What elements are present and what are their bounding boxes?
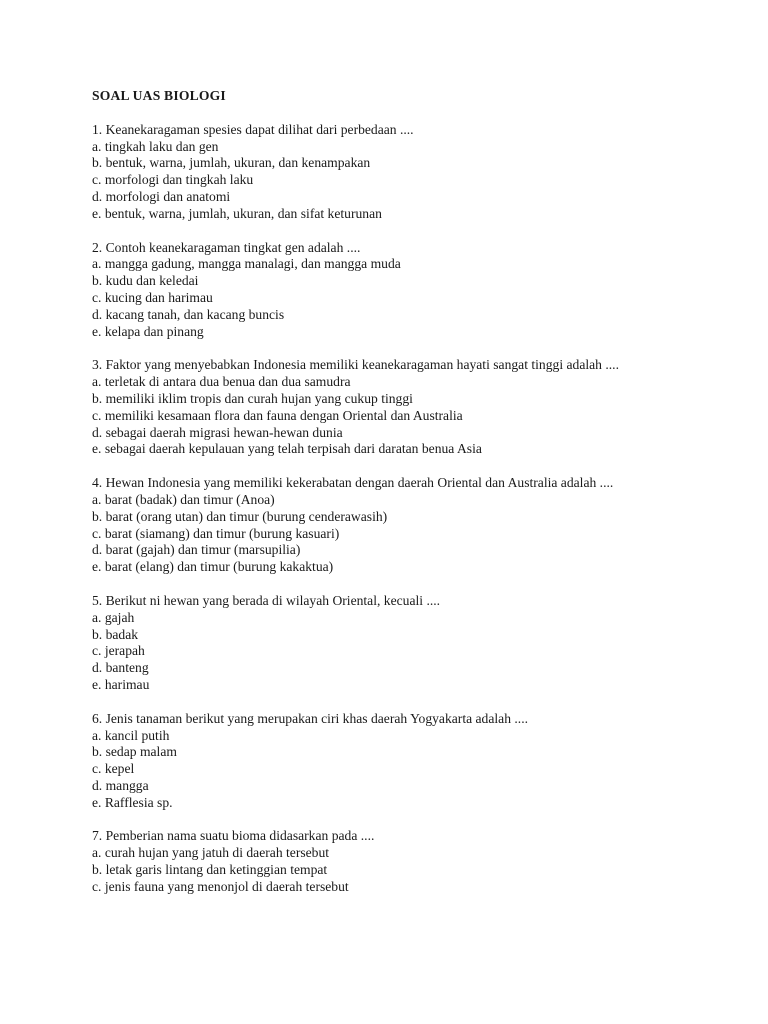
answer-option: b. bentuk, warna, jumlah, ukuran, dan kenampakan xyxy=(92,155,371,171)
answer-option: d. barat (gajah) dan timur (marsupilia) xyxy=(92,542,301,558)
answer-option: d. mangga xyxy=(92,777,149,793)
answer-option: d. sebagai daerah migrasi hewan-hewan dunia xyxy=(92,424,343,440)
question-4 xyxy=(92,475,692,576)
question-1 xyxy=(92,122,692,223)
question-text: 2. Contoh keanekaragaman tingkat gen adalah .... xyxy=(92,239,361,255)
answer-option: d. morfologi dan anatomi xyxy=(92,188,231,204)
answer-option: a. curah hujan yang jatuh di daerah tersebut xyxy=(92,845,330,861)
question-2 xyxy=(92,240,692,341)
question-3 xyxy=(92,357,692,458)
answer-option: d. banteng xyxy=(92,660,149,676)
question-text: 6. Jenis tanaman berikut yang merupakan ciri khas daerah Yogyakarta adalah .... xyxy=(92,710,528,726)
answer-option: e. barat (elang) dan timur (burung kakaktua) xyxy=(92,559,334,575)
document-title: SOAL UAS BIOLOGI xyxy=(92,88,226,103)
answer-option: a. terletak di antara dua benua dan dua samudra xyxy=(92,374,351,390)
question-text: 4. Hewan Indonesia yang memiliki kekerabatan dengan daerah Oriental dan Australia adalah .... xyxy=(92,475,614,491)
answer-option: e. harimau xyxy=(92,676,150,692)
answer-option: a. tingkah laku dan gen xyxy=(92,138,219,154)
question-text: 5. Berikut ni hewan yang berada di wilayah Oriental, kecuali .... xyxy=(92,592,441,608)
answer-option: c. jerapah xyxy=(92,643,145,659)
answer-option: b. kudu dan keledai xyxy=(92,273,199,289)
question-5 xyxy=(92,593,692,694)
answer-option: e. kelapa dan pinang xyxy=(92,323,204,339)
answer-option: c. barat (siamang) dan timur (burung kasuari) xyxy=(92,525,340,541)
answer-option: a. mangga gadung, mangga manalagi, dan mangga muda xyxy=(92,256,401,272)
answer-option: d. kacang tanah, dan kacang buncis xyxy=(92,306,285,322)
answer-option: a. barat (badak) dan timur (Anoa) xyxy=(92,491,275,507)
answer-option: e. Rafflesia sp. xyxy=(92,794,173,810)
answer-option: e. sebagai daerah kepulauan yang telah terpisah dari daratan benua Asia xyxy=(92,441,482,457)
answer-option: c. kucing dan harimau xyxy=(92,289,213,305)
answer-option: c. jenis fauna yang menonjol di daerah tersebut xyxy=(92,878,349,894)
answer-option: b. badak xyxy=(92,626,139,642)
answer-option: a. kancil putih xyxy=(92,727,170,743)
answer-option: c. kepel xyxy=(92,761,135,777)
answer-option: b. memiliki iklim tropis dan curah hujan yang cukup tinggi xyxy=(92,390,413,406)
answer-option: c. morfologi dan tingkah laku xyxy=(92,172,254,188)
question-text: 7. Pemberian nama suatu bioma didasarkan pada .... xyxy=(92,828,375,844)
question-text: 1. Keanekaragaman spesies dapat dilihat dari perbedaan .... xyxy=(92,121,414,137)
answer-option: b. letak garis lintang dan ketinggian tempat xyxy=(92,862,328,878)
answer-option: b. barat (orang utan) dan timur (burung cenderawasih) xyxy=(92,508,388,524)
answer-option: e. bentuk, warna, jumlah, ukuran, dan sifat keturunan xyxy=(92,205,382,221)
document-content xyxy=(92,88,692,913)
answer-option: b. sedap malam xyxy=(92,744,177,760)
question-7 xyxy=(92,828,692,895)
answer-option: a. gajah xyxy=(92,609,135,625)
question-6 xyxy=(92,711,692,812)
answer-option: c. memiliki kesamaan flora dan fauna dengan Oriental dan Australia xyxy=(92,407,463,423)
question-text: 3. Faktor yang menyebabkan Indonesia memiliki keanekaragaman hayati sangat tinggi adalah .... xyxy=(92,357,619,373)
